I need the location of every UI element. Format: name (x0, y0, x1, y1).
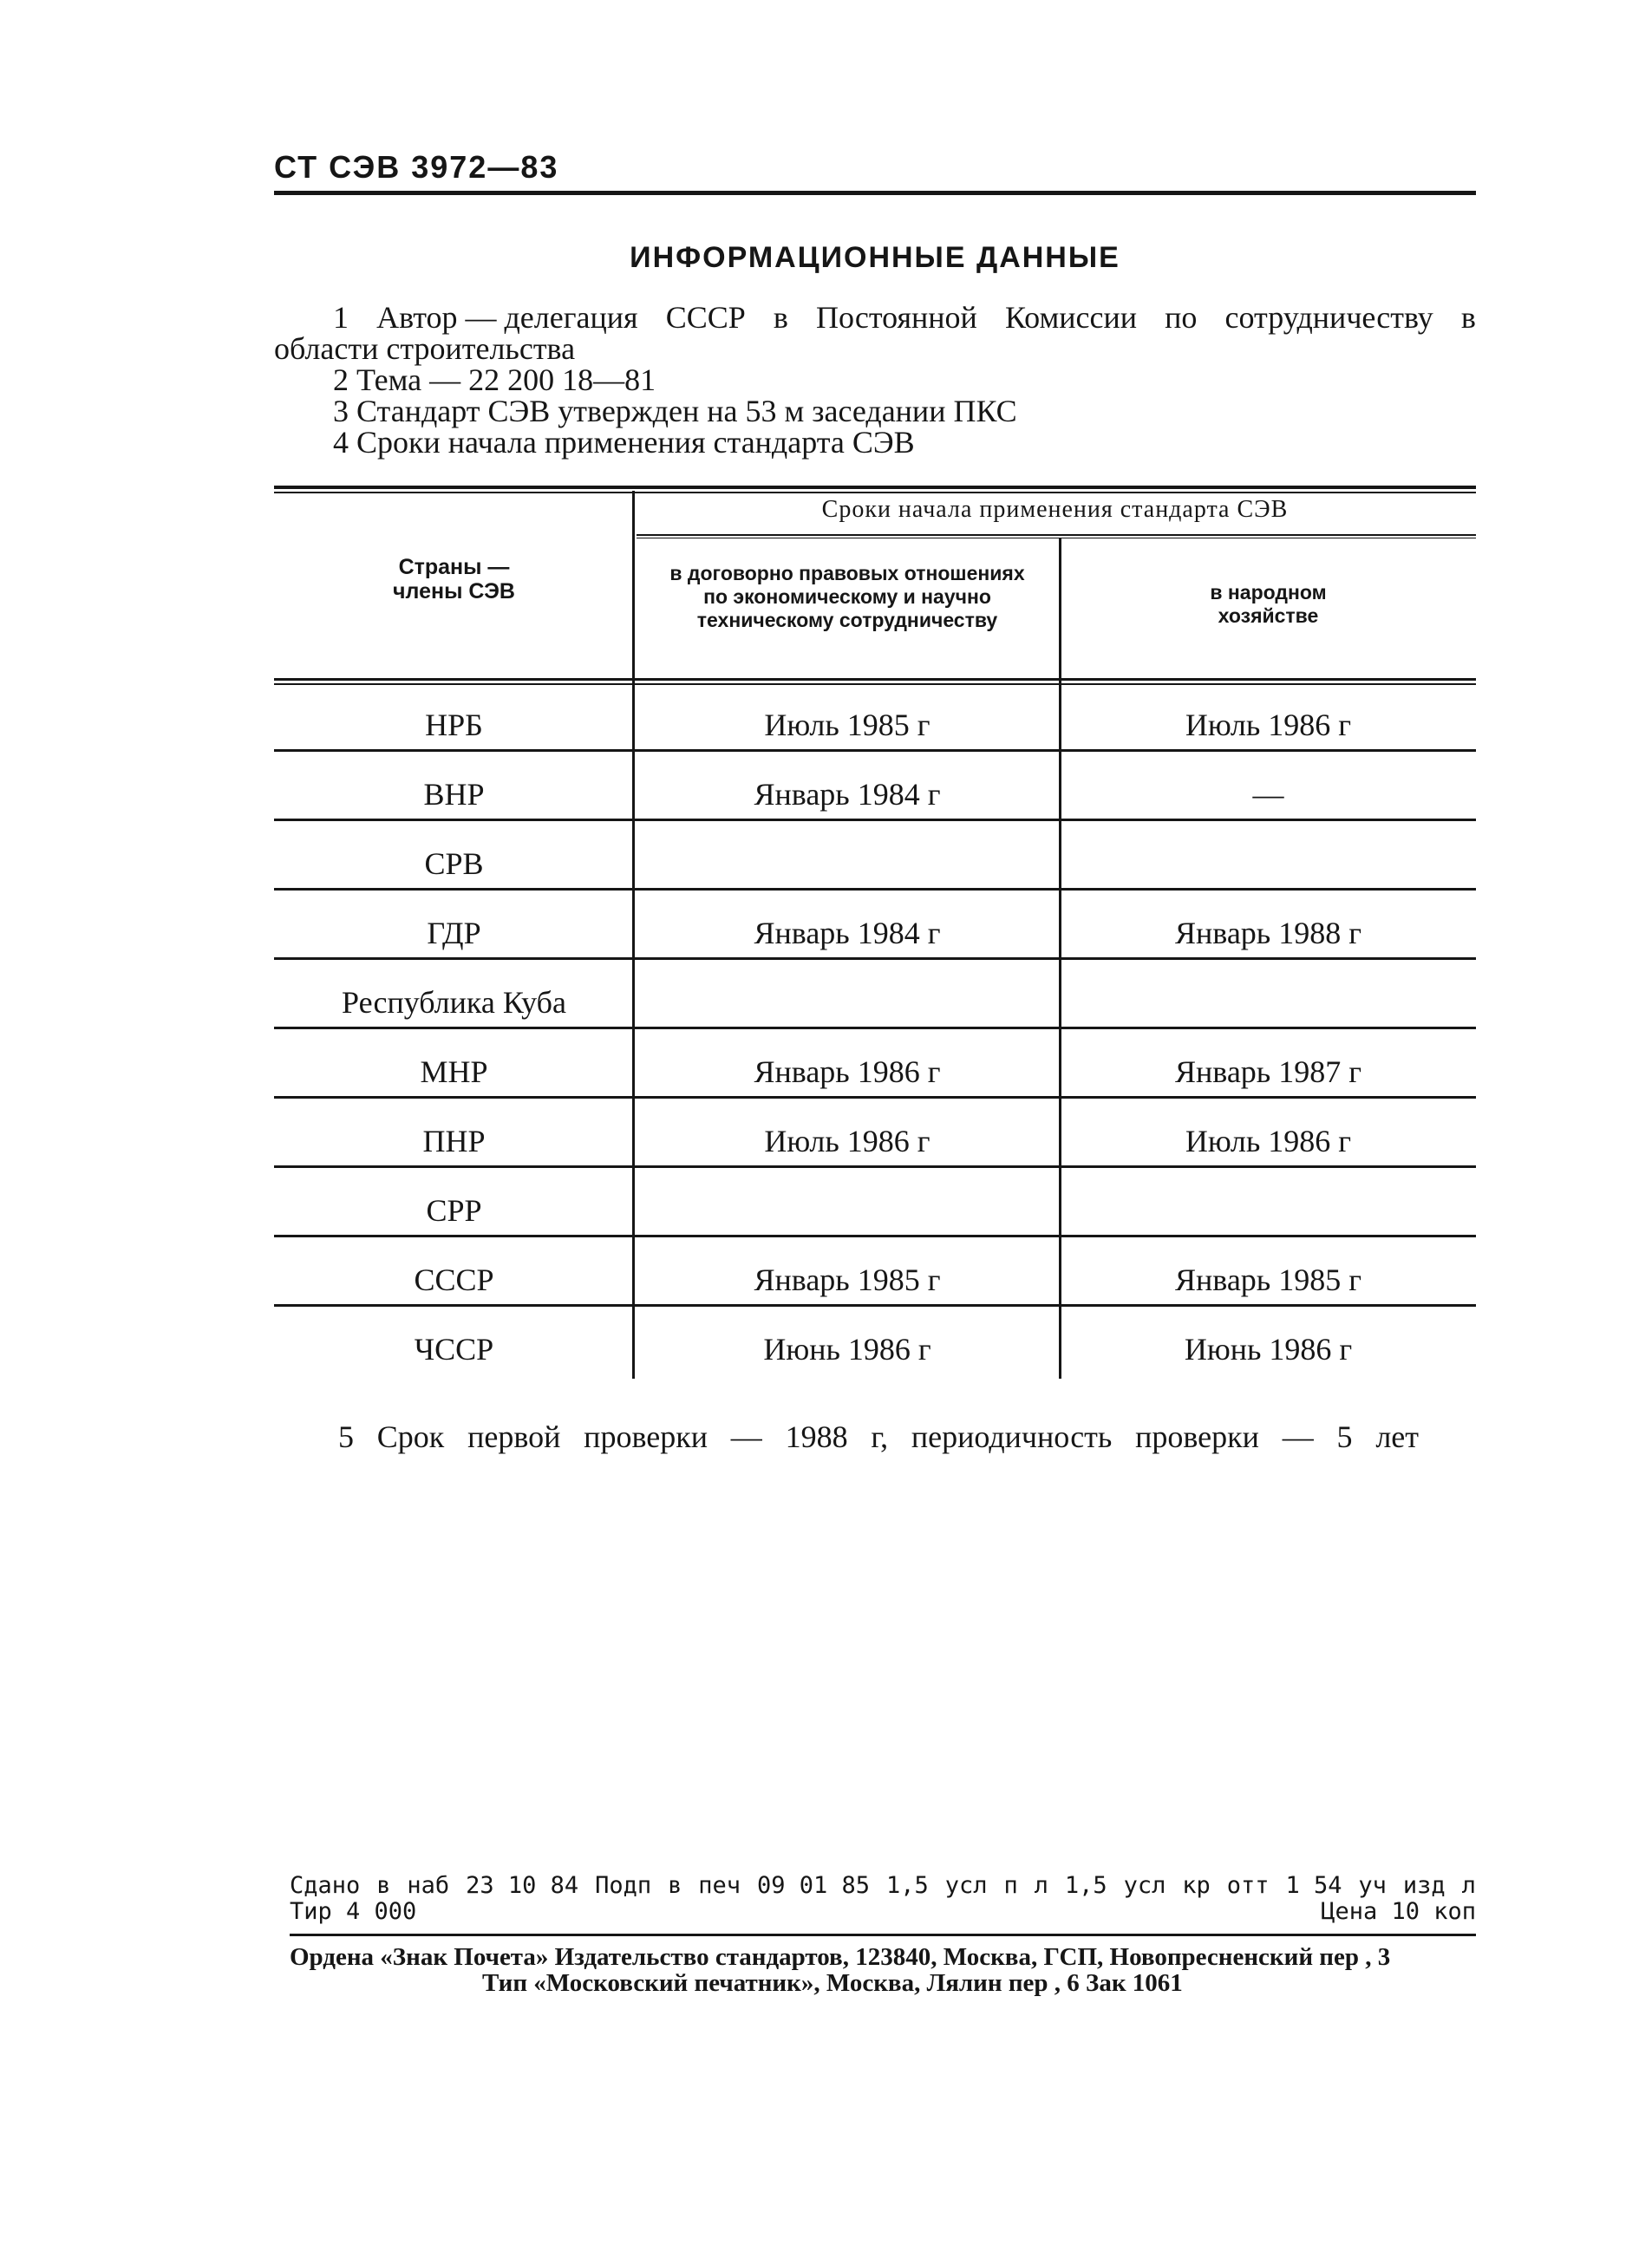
cell-national-date: Июнь 1986 г (1184, 1332, 1353, 1367)
imprint-word: усл (1123, 1872, 1166, 1899)
info-item-1-word: в (773, 300, 788, 335)
cell-country: СССР (414, 1262, 494, 1297)
table-top-rule (274, 486, 1476, 489)
info-item-5-word: периодичность (911, 1419, 1113, 1454)
info-item-5-word: Срок (376, 1419, 445, 1454)
imprint-word: усл (944, 1872, 988, 1899)
info-item-5-word: первой (467, 1419, 561, 1454)
imprint-word: 1,5 (1064, 1872, 1107, 1899)
info-item-5 (338, 1419, 1419, 1455)
info-item-5-word: 5 (338, 1419, 354, 1454)
cell-country: ПНР (422, 1124, 486, 1158)
header-rule (274, 191, 1476, 195)
table-row (274, 1315, 1476, 1384)
row-separator (274, 819, 1476, 821)
info-item-1-word: по (1165, 300, 1198, 335)
header-contractual-relations-text: в договорно правовых отношениях по экономическому и научно техническому сотрудничеству (669, 562, 1025, 631)
imprint-word: 09 01 85 (757, 1872, 871, 1899)
imprint-line-2 (290, 1899, 1476, 1925)
section-title: ИНФОРМАЦИОННЫЕ ДАННЫЕ (630, 241, 1120, 274)
row-separator (274, 749, 1476, 752)
cell-contract-date: Январь 1984 г (754, 916, 941, 950)
info-item-1-word: Автор — делегация (376, 300, 638, 335)
info-item-1-word: сотрудничеству (1224, 300, 1433, 335)
cell-national-date: Январь 1988 г (1175, 916, 1361, 950)
header-adoption-period: Сроки начала применения стандарта СЭВ (821, 496, 1289, 523)
cell-contract-date: Июнь 1986 г (763, 1332, 931, 1367)
cell-country: НРБ (425, 708, 483, 742)
publisher-line: Ордена «Знак Почета» Издательство стандартов, 123840, Москва, ГСП, Новопресненский пер , 3 (290, 1943, 1391, 1971)
imprint-word: п (1003, 1872, 1018, 1899)
info-item-1-word: СССР (665, 300, 746, 335)
cell-contract-date: Январь 1986 г (754, 1054, 941, 1089)
imprint-word: изд (1402, 1872, 1446, 1899)
info-item-1-continuation: области строительства (274, 331, 576, 366)
info-item-3: 3 Стандарт СЭВ утвержден на 53 м заседании ПКС (333, 394, 1017, 428)
row-separator (274, 1165, 1476, 1168)
info-item-2: 2 Тема — 22 200 18—81 (333, 362, 656, 397)
cell-country: ГДР (427, 916, 481, 950)
info-item-5-word: — (730, 1419, 762, 1454)
imprint-word: 1,5 (886, 1872, 929, 1899)
printer-line: Тип «Московский печатник», Москва, Лялин пер , 6 Зак 1061 (482, 1969, 1183, 1997)
cell-country: ЧССР (414, 1332, 494, 1367)
info-item-1 (333, 302, 1476, 333)
cell-national-date: Июль 1986 г (1185, 1124, 1352, 1158)
cell-country: Республика Куба (342, 985, 566, 1020)
cell-national-date: — (1252, 777, 1284, 812)
imprint-word: 23 10 84 (466, 1872, 579, 1899)
cell-contract-date: Июль 1986 г (764, 1124, 930, 1158)
cell-national-date: Январь 1985 г (1175, 1262, 1361, 1297)
imprint-line-1 (290, 1873, 1476, 1899)
info-item-1-word: Комиссии (1004, 300, 1138, 335)
cell-national-date: Июль 1986 г (1185, 708, 1352, 742)
cell-country: ВНР (423, 777, 485, 812)
imprint-word: Сдано (290, 1872, 361, 1899)
document-code: СТ СЭВ 3972—83 (274, 149, 559, 185)
imprint-word: л (1034, 1872, 1048, 1899)
row-separator (274, 1096, 1476, 1099)
info-item-4: 4 Сроки начала применения стандарта СЭВ (333, 425, 915, 460)
info-item-5-word: лет (1375, 1419, 1419, 1454)
imprint-word: печ (698, 1872, 741, 1899)
header-main-rule (637, 534, 1476, 536)
row-separator (274, 1235, 1476, 1237)
info-item-5-word: — (1282, 1419, 1314, 1454)
info-item-1-word: в (1460, 300, 1476, 335)
cell-contract-date: Июль 1985 г (764, 708, 930, 742)
imprint-word: 1 54 (1285, 1872, 1342, 1899)
info-item-5-word: проверки (1135, 1419, 1259, 1454)
imprint-word: кр (1182, 1872, 1211, 1899)
info-item-5-word: г, (871, 1419, 889, 1454)
header-contractual-relations (634, 562, 1061, 632)
table-top-rule-thin (274, 492, 1476, 493)
imprint-word: Подп (595, 1872, 652, 1899)
cell-country: СРР (426, 1193, 482, 1228)
cell-contract-date: Январь 1985 г (754, 1262, 941, 1297)
header-bottom-rule (274, 678, 1476, 681)
info-item-5-word: 5 (1336, 1419, 1353, 1454)
header-member-countries (274, 555, 634, 604)
header-national-economy-text: в народном хозяйстве (1210, 581, 1327, 627)
cell-country: СРВ (424, 846, 484, 881)
cell-national-date: Январь 1987 г (1175, 1054, 1361, 1089)
print-run: Тир 4 000 (290, 1898, 417, 1925)
info-item-5-word: проверки (584, 1419, 708, 1454)
imprint-word: л (1461, 1872, 1476, 1899)
imprint-word: в (668, 1872, 682, 1899)
row-separator (274, 1304, 1476, 1307)
imprint-word: отт (1226, 1872, 1270, 1899)
cell-country: МНР (420, 1054, 488, 1089)
imprint-word: в (376, 1872, 391, 1899)
adoption-dates-table (274, 486, 1476, 1379)
info-item-1-word: 1 (333, 300, 349, 335)
imprint-word: уч (1358, 1872, 1387, 1899)
cell-contract-date: Январь 1984 г (754, 777, 941, 812)
row-separator (274, 957, 1476, 960)
info-item-5-word: 1988 (785, 1419, 848, 1454)
imprint-word: наб (407, 1872, 450, 1899)
row-separator (274, 888, 1476, 891)
header-national-economy (1061, 581, 1476, 628)
header-member-countries-text: Страны — члены СЭВ (393, 555, 515, 604)
info-item-1-word: Постоянной (816, 300, 977, 335)
imprint-rule (290, 1934, 1476, 1936)
header-bottom-rule-thin (274, 683, 1476, 685)
price: Цена 10 коп (1321, 1898, 1476, 1925)
row-separator (274, 1027, 1476, 1029)
